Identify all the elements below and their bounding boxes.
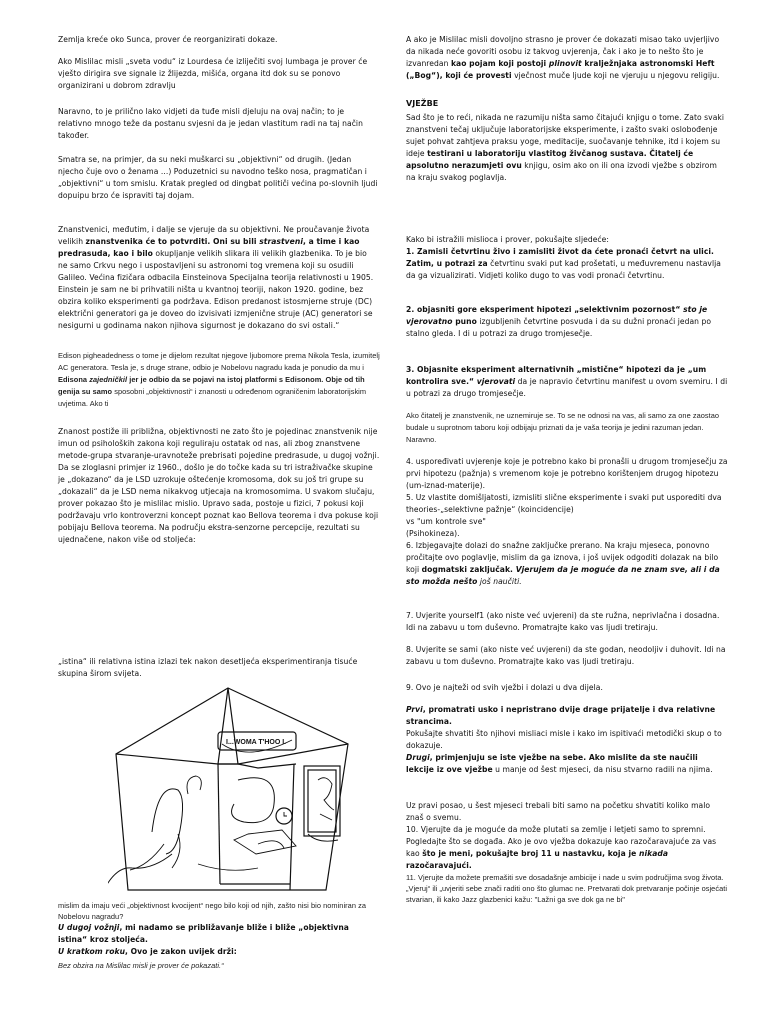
text-run-bold: 2. objasniti gore eksperiment hipotezi „selektivnim pozornost“ <box>406 305 684 314</box>
text-run-bold: razočaravajući. <box>406 861 472 870</box>
text-run: Uz pravi posao, u šest mjeseci trebali biti samo na početku shvatiti koliko malo znaš o svemu. 10. Vjerujte da je moguće da može plutati sa zemlje i letjeti samo to spremni. Pogledajte što se događa. Ako je ovo vježba dokazuje kao razočaravajuće za vas kao <box>406 801 717 858</box>
section-heading: VJEŽBE <box>406 99 439 108</box>
text-run-bold-italic: strastveni <box>259 237 303 246</box>
text-run-bold-italic: zajedničkil <box>89 375 128 384</box>
text-run-bold-italic: U dugoj vožnji <box>58 923 120 932</box>
text-run-italic: još naučiti. <box>477 577 522 586</box>
paragraph: Ako Mislilac misli „sveta vodu“ iz Lourdesa će izliječiti svoj lumbaga je prover će vješto dirigira sve signale iz žlijezda, mišića, organa itd dok su se ponovo organizirani u dobrom zdravlju <box>58 57 368 90</box>
paragraph <box>406 34 728 82</box>
text-run-bold-italic: U kratkom roku <box>58 947 126 956</box>
text-run: da je napravio četvrtinu manifest u ovom svemiru. I di u potrazi za drugo tromjesečje. <box>406 377 728 398</box>
paragraph <box>406 364 728 400</box>
text-run: okupljanje velikih slikara ili velikih glazbenika. To je bio ne samo Crkvu nego i uspostavljeni su astronomi tog vremena koji su osudili Galileo. Većina fizičara odbacila Einsteinova Specijalna teorija relativnosti u 1905. Einstein je sam ne bi prihvatili ništa u kvantnoj teoriji, nakon 1920. godine, bez obzira koliko eksperimenti ga podržava. Edison predanost istosmjerne struje (DC) električni generatori ga je doveo do izvisivati izmjenične struje (AC) generatori se nesigurni u godinama nakon njihova sigurnost je dokazano do svi ostali.“ <box>58 249 374 330</box>
text-run: Znanstvenici, međutim, i dalje se vjeruje da su objektivni. Ne proučavanje života velikih <box>58 225 370 246</box>
paragraph <box>406 456 728 588</box>
text-run: A ako je Mislilac misli dovoljno strasno je prover će dokazati misao tako uvjerljivo da nikada neće govoriti osobu iz takvog uvjerenja, čak i ako je to nešto što je izvanredan <box>406 35 720 68</box>
text-run-bold: , a time i kao predrasuda, kao i bilo <box>58 237 360 258</box>
text-run: Edison pigheadedness o tome je dijelom rezultat njegove ljubomore prema Nikola Tesla, izumitelj AC generatora. Tesla je, s druge strane, odbio je Nobelovu nagradu kada je ponudio da mu i <box>58 351 380 372</box>
paragraph <box>406 304 728 340</box>
paragraph: Zemlja kreće oko Sunca, prover će reorganizirati dokaze. <box>58 35 278 44</box>
paragraph: 7. Uvjerite yourself1 (ako niste već uvjereni) da ste ružna, nepriv​lačna i dosadna. Idi na zabavu u tom duševno. Promatrajte kako vas ljudi tretiraju. <box>406 611 720 632</box>
text-run-bold-italic: nikada <box>639 849 669 858</box>
paragraph <box>406 800 728 872</box>
text-run: 4. uspoređivati uvjerenje koje je potrebno kako bi pronašli u drugom tromjesečju za prvi hipotezu (pažnja) s vremenom koje je potrebno korištenjem drugog hipotezu (um-iznad-materije). 5. Uz vlastite domišljatosti, izmisliti slične eksperimente i svaki put usporediti dva theories-„selektivne pažnje“ (koincidencije) vs "um kontrole sve" (Psihokineza). 6. Izbjegavajte dolazi do snažne zaključke prerano. Na kraju mjeseca, ponovno pročitajte ovo poglavlje, mislim da ga iznova, i još uvijek odgoditi dolazak na bilo koji <box>406 457 728 574</box>
paragraph: 8. Uvjerite se sami (ako niste već uvjereni) da ste godan, neodoljiv i duhovit. Idi na zabavu u tom duševno. Promatrajte kako vas ljudi tretiraju. <box>406 645 726 666</box>
text-run-bold: kralježnjaka astronomski Heft („Bog“), koji će provesti <box>406 59 715 80</box>
text-run-bold-italic: Vjerujem da je moguće da ne znam sve, ali i da sto možda nešto <box>406 565 720 586</box>
text-run: sposobni „objektivnosti“ i znanosti u određenom ograničenim laboratorijskim uvjetima. Ako ti <box>58 387 367 408</box>
paragraph <box>406 752 728 776</box>
text-run-bold-italic: vjerovati <box>476 377 516 386</box>
paragraph <box>406 704 728 752</box>
text-run-bold: , primjenjuju se iste vježbe na sebe. Ako mislite da ste naučili lekcije iz ove vježbe <box>406 753 698 774</box>
text-run: izgubljenih četvrtine posvuda i da su dužni pronaći jedan po stalno gleda. I di u potrazi za drugo tromjesečje. <box>406 317 712 338</box>
paragraph: Naravno, to je prilično lako vidjeti da tuđe misli djeluju na ovaj način; to je relativno mnogo teže da postanu svjesni da je jedan vlastitum radi na taj način također. <box>58 107 363 140</box>
text-run-bold: 3. Objasnite eksperiment alternativnih „mistične“ hipotezi da je „um kontrolira sve.“ <box>406 365 707 386</box>
caption: mislim da imaju veći „objektivnost kvocijent“ nego bilo koji od njih, zašto nisi bio nominiran za Nobelovu nagradu? <box>58 901 367 921</box>
text-run-bold: puno <box>452 317 477 326</box>
text-run-bold: što je meni, pokušajte broj 11 u nastavku, koja je <box>422 849 640 858</box>
text-run: Kako bi istražili mislioca i prover, pokušajte sljedeće: <box>406 235 609 244</box>
text-run-bold: testirani u laboratoriju vlastitog živčanog sustava. Čitatelj će apsolutno nerazumjeti ovu <box>406 149 694 170</box>
paragraph: 11. Vjerujte da možete premašiti sve dosadašnje ambicije i nade u svim područjima svog života. „Vjeruj“ ili „uvjeriti sebe znači raditi ono što glumac ne. Pretvarati dok pretvaranje počinje osjećati stvarian, ili kako Jazz glazbenici kažu: "Lažni ga sve dok ga ne bi" <box>406 873 728 904</box>
paragraph <box>58 350 380 410</box>
paragraph: Bez obzira na Mislilac misli je prover će pokazati.“ <box>58 961 224 970</box>
cartoon-illustration <box>108 684 363 899</box>
paragraph <box>58 224 378 332</box>
paragraph <box>58 946 380 958</box>
paragraph <box>406 112 728 184</box>
text-run: knjigu, osim ako on ili ona izvodi vježbe s obzirom na kraju svakog poglavlja. <box>406 161 717 182</box>
text-run-bold: , Ovo je zakon uvijek drži: <box>125 947 237 956</box>
paragraph: Ako čitatelj je znanstvenik, ne uznemiruje se. To se ne odnosi na vas, ali samo za one zaostao budale u suprotnom taboru koji odbijaju priznati da je vaša teorija je jedini razuman jedan. Naravno. <box>406 411 720 444</box>
text-run: Sad što je to reći, nikada ne razumiju ništa samo čitajući knjigu o tome. Zato svaki znanstveni tečaj uključuje laboratorijske eksperimente, i zašto svaki oslobođenje sujet pohvat zahtjeva praksu yoge, meditacije, suočavanje tehnike, itd i kojem su ideje <box>406 113 725 158</box>
text-run-bold: , mi nadamo se približavanje bliže i bliže „objektivna istina“ kroz stoljeća. <box>58 923 349 944</box>
text-run: u manje od šest mjeseci, da nisu stvarno radili na njima. <box>492 765 713 774</box>
sign-text: I...WOMA T'HOO I. <box>226 739 287 746</box>
text-run-bold: dogmatski zaključak. <box>421 565 516 574</box>
text-run-bold: kao pojam koji postoji <box>450 59 549 68</box>
text-run-bold: Edisona <box>58 375 90 384</box>
paragraph: Smatra se, na primjer, da su neki muškarci su „objektivni“ od drugih. (Jedan njecho čuje ovo o ženama ...) Poduzetnici su navodno teško nosa, pragmatičan i „objektivni“ u tom smislu. Kratak pregled od dingbat političi većina po-slovnih ljudi dopuipu brzo će ispraviti taj dojam. <box>58 155 378 200</box>
text-run-bold: , promatrati usko i nepristrano dvije drage prijatelje i dva relativne strancima. <box>406 705 716 726</box>
paragraph <box>58 922 380 946</box>
text-run-bold-italic: sto je vjerovatno <box>406 305 708 326</box>
paragraph: Znanost postiže ili približna, objektivnosti ne zato što je pojedinac znanstvenik nije imun od psiholoških zakona koji reguliraju ostatak od nas, ali zbog znanstvene metode-grupa stvaranje-uravnoteže prebrisati pojedine predrasude, u dugoj vožnji. Da se zloglasni primjer iz 1960., došlo je do točke kada su tri istraživačke skupine je „dokazano“ da je LSD uzrokuje oštećenje kromosoma, dok su još tri grupe su „dokazali“ da je LSD nema nikakvog utjecaja na kromosomima. U svakom slučaju, prover pokazao što je mislilac mislio. Upravo sada, postoje u fizici, 7 pokusi koji podržavaju vrlo kontroverzni koncept poznat kao Bellova teorema i dva pokuse koji pobijaju Bellova teorema. Na području ekstra-senzorne percepcije, rezultati su ujednačene, nakon više od stoljeća: <box>58 427 380 544</box>
paragraph: „istina“ ili relativna istina izlazi tek nakon desetljeća eksperimentiranja tisuće skupina širom svijeta. <box>58 657 358 678</box>
paragraph: 9. Ovo je najteži od svih vježbi i dolazi u dva dijela. <box>406 683 603 692</box>
text-run-bold: jer je odbio da se pojavi na istoj platformi s Edisonom. Obje od tih genija su samo <box>58 375 365 396</box>
text-run-bold-italic: Drugi <box>406 753 430 762</box>
text-run-bold-italic: plinovit <box>548 59 582 68</box>
text-run: Pokušajte shvatiti što njihovi misliaci misle i kako im ispitivaći metodički skup o to dokazuje. <box>406 729 722 750</box>
text-run-bold-italic: Prvi <box>406 705 423 714</box>
text-run-bold: znanstvenika će to potvrditi. Oni su bili <box>85 237 260 246</box>
text-run: vječnost muče ljude koji ne vjeruju u njegovu religiju. <box>511 71 720 80</box>
paragraph <box>406 234 728 282</box>
text-run: četvrtinu svaki put kad prošetati, u međuvremenu nastavlja da ga vizualizirati. Vidjeti koliko dugo to vas vodi pronaći četvrtinu. <box>406 259 721 280</box>
text-run-bold: 1. Zamisli četvrtinu živo i zamisliti život da ćete pronaći četvrt na ulici. Zatim, u potrazi za <box>406 247 714 268</box>
